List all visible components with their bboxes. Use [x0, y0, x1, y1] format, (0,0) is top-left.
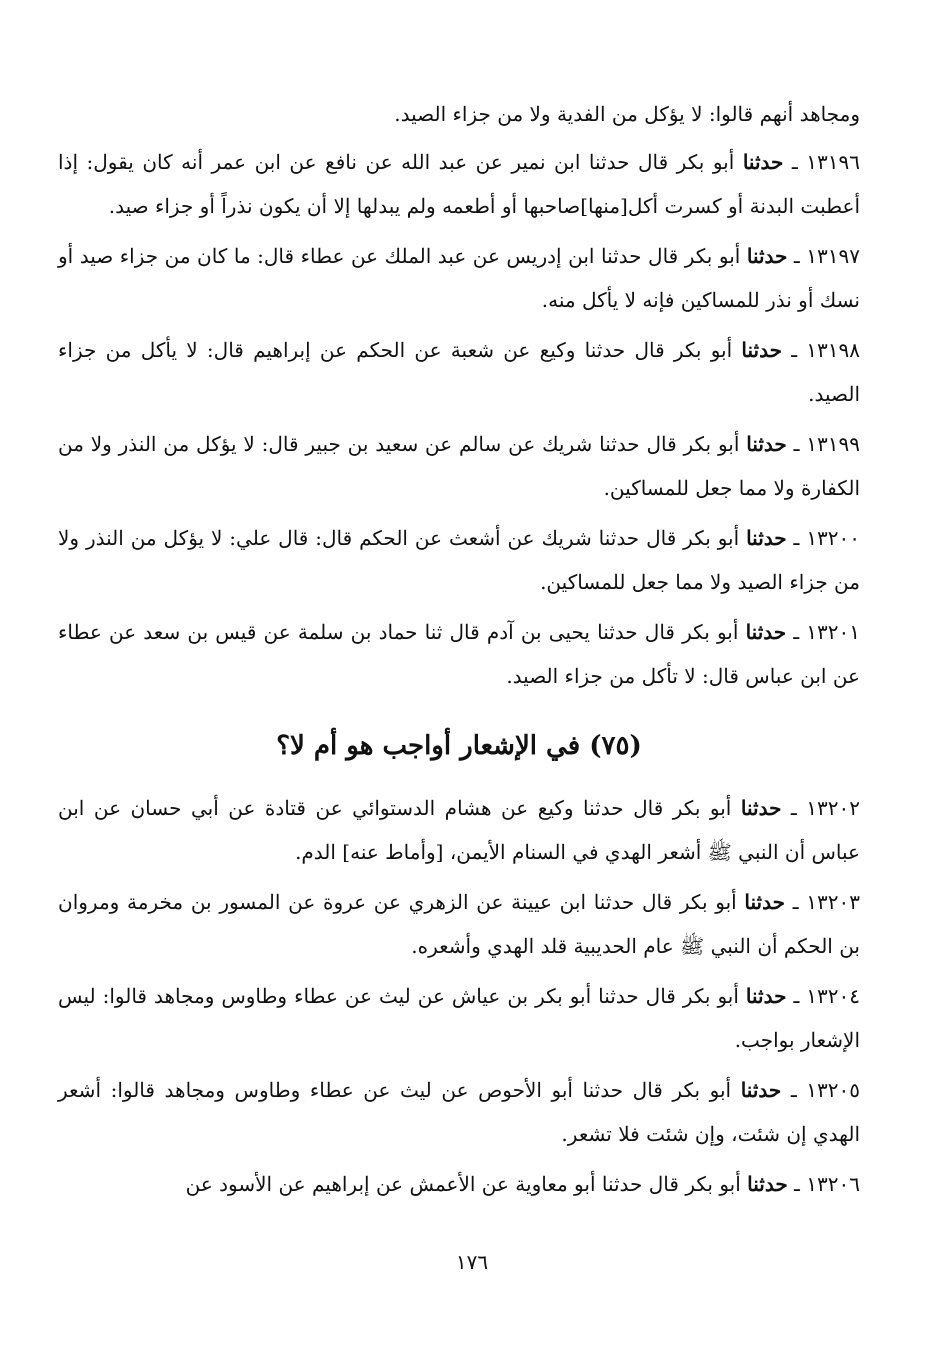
page-number: ١٧٦	[455, 1250, 489, 1274]
hadith-number: ١٣٢٠٥	[806, 1078, 860, 1102]
hadith-keyword: حدثنا	[740, 1078, 782, 1102]
hadith-text: أبو بكر قال حدثنا يحيى بن آدم قال ثنا حماد بن سلمة عن قيس بن سعد عن عطاء عن ابن عباس قال: لا تأكل من جزاء الصيد.	[58, 620, 860, 688]
hadith-text: أبو بكر قال حدثنا أبو الأحوص عن ليث عن عطاء وطاوس ومجاهد قالوا: أشعر الهدي إن شئت، وإن شئت فلا تشعر.	[58, 1078, 860, 1146]
hadith-number: ١٣٢٠٦	[806, 1172, 860, 1196]
hadith-entry: ١٣٢٠٥ ـ حدثنا أبو بكر قال حدثنا أبو الأحوص عن ليث عن عطاء وطاوس ومجاهد قالوا: أشعر الهدي إن شئت، وإن شئت فلا تشعر.	[58, 1078, 860, 1146]
hadith-keyword: حدثنا	[746, 244, 788, 268]
hadith-text: أبو بكر قال حدثنا ابن إدريس عن عبد الملك عن عطاء قال: ما كان من جزاء صيد أو نسك أو نذر للمساكين فإنه لا يأكل منه.	[58, 244, 860, 312]
hadith-text: أبو بكر قال حدثنا وكيع عن هشام الدستوائي عن قتادة عن أبي حسان عن ابن عباس أن النبي ﷺ أشعر الهدي في السنام الأيمن، [وأماط عنه] الدم.	[58, 796, 860, 864]
hadith-number: ١٣٢٠٤	[806, 984, 860, 1008]
hadith-number: ١٣٢٠٢	[806, 796, 861, 820]
hadith-entry: ١٣٢٠٢ ـ حدثنا أبو بكر قال حدثنا وكيع عن هشام الدستوائي عن قتادة عن أبي حسان عن ابن عباس أن النبي ﷺ أشعر الهدي في السنام الأيمن، [وأماط عنه] الدم.	[58, 796, 861, 864]
hadith-keyword: حدثنا	[745, 620, 787, 644]
hadith-text: أبو بكر قال حدثنا أبو بكر بن عياش عن ليث عن عطاء وطاوس ومجاهد قالوا: ليس الإشعار بواجب.	[58, 984, 860, 1052]
hadith-entry: ١٣١٩٨ ـ حدثنا أبو بكر قال حدثنا وكيع عن شعبة عن الحكم عن إبراهيم قال: لا يأكل من جزاء الصيد.	[58, 338, 861, 406]
hadith-list-b	[58, 786, 860, 1206]
hadith-keyword: حدثنا	[741, 338, 782, 362]
section-heading: (٧٥) في الإشعار أواجب هو أم لا؟	[276, 731, 642, 761]
hadith-keyword: حدثنا	[745, 984, 787, 1008]
page-body	[58, 92, 860, 1212]
hadith-text: أبو بكر قال حدثنا أبو معاوية عن الأعمش عن إبراهيم عن الأسود عن	[185, 1172, 741, 1196]
hadith-text: أبو بكر قال حدثنا شريك عن أشعث عن الحكم قال: قال علي: لا يؤكل من النذر ولا من جزاء الصيد ولا مما جعل للمساكين.	[58, 526, 860, 594]
hadith-number: ١٣٢٠٠	[806, 526, 861, 550]
hadith-entry: ١٣١٩٧ ـ حدثنا أبو بكر قال حدثنا ابن إدريس عن عبد الملك عن عطاء قال: ما كان من جزاء صيد أو نسك أو نذر للمساكين فإنه لا يأكل منه.	[58, 244, 861, 312]
hadith-keyword: حدثنا	[746, 432, 787, 456]
hadith-keyword: حدثنا	[747, 1172, 788, 1196]
hadith-text: أبو بكر قال حدثنا ابن نمير عن عبد الله عن نافع عن ابن عمر أنه كان يقول: إذا أعطبت البدنة أو كسرت أكل[منها]صاحبها أو أطعمه ولم يبدلها إلا أن يكون نذراً أو جزاء صيد.	[58, 150, 860, 218]
hadith-number: ١٣٢٠١	[806, 620, 861, 644]
hadith-entry: ١٣٢٠٣ ـ حدثنا أبو بكر قال حدثنا ابن عيينة عن الزهري عن عروة عن المسور بن مخرمة ومروان بن الحكم أن النبي ﷺ عام الحديبية قلد الهدي وأشعره.	[58, 890, 860, 958]
hadith-keyword: حدثنا	[744, 890, 785, 914]
hadith-keyword: حدثنا	[746, 526, 787, 550]
hadith-number: ١٣١٩٩	[806, 432, 861, 456]
hadith-entry: ١٣٢٠٦ ـ حدثنا أبو بكر قال حدثنا أبو معاوية عن الأعمش عن إبراهيم عن الأسود عن	[185, 1172, 860, 1196]
hadith-number: ١٣٢٠٣	[806, 890, 860, 914]
hadith-entry: ١٣١٩٦ ـ حدثنا أبو بكر قال حدثنا ابن نمير عن عبد الله عن نافع عن ابن عمر أنه كان يقول: إذا أعطبت البدنة أو كسرت أكل[منها]صاحبها أو أطعمه ولم يبدلها إلا أن يكون نذراً أو جزاء صيد.	[58, 150, 861, 218]
hadith-number: ١٣١٩٧	[806, 244, 861, 268]
hadith-entry: ١٣٢٠٠ ـ حدثنا أبو بكر قال حدثنا شريك عن أشعث عن الحكم قال: قال علي: لا يؤكل من النذر ولا من جزاء الصيد ولا مما جعل للمساكين.	[58, 526, 861, 594]
hadith-text: أبو بكر قال حدثنا وكيع عن شعبة عن الحكم عن إبراهيم قال: لا يأكل من جزاء الصيد.	[58, 338, 860, 406]
hadith-entry: ١٣٢٠١ ـ حدثنا أبو بكر قال حدثنا يحيى بن آدم قال ثنا حماد بن سلمة عن قيس بن سعد عن عطاء عن ابن عباس قال: لا تأكل من جزاء الصيد.	[58, 620, 861, 688]
hadith-number: ١٣١٩٦	[806, 150, 861, 174]
intro-paragraph: ومجاهد أنهم قالوا: لا يؤكل من الفدية ولا من جزاء الصيد.	[394, 102, 860, 126]
hadith-list-a	[58, 140, 860, 698]
hadith-keyword: حدثنا	[740, 796, 782, 820]
hadith-text: أبو بكر قال حدثنا شريك عن سالم عن سعيد بن جبير قال: لا يؤكل من النذر ولا من الكفارة ولا مما جعل للمساكين.	[58, 432, 860, 500]
hadith-entry: ١٣١٩٩ ـ حدثنا أبو بكر قال حدثنا شريك عن سالم عن سعيد بن جبير قال: لا يؤكل من النذر ولا من الكفارة ولا مما جعل للمساكين.	[58, 432, 861, 500]
hadith-number: ١٣١٩٨	[806, 338, 861, 362]
hadith-keyword: حدثنا	[742, 150, 784, 174]
hadith-text: أبو بكر قال حدثنا ابن عيينة عن الزهري عن عروة عن المسور بن مخرمة ومروان بن الحكم أن النبي ﷺ عام الحديبية قلد الهدي وأشعره.	[58, 890, 860, 958]
hadith-entry: ١٣٢٠٤ ـ حدثنا أبو بكر قال حدثنا أبو بكر بن عياش عن ليث عن عطاء وطاوس ومجاهد قالوا: ليس الإشعار بواجب.	[58, 984, 860, 1052]
